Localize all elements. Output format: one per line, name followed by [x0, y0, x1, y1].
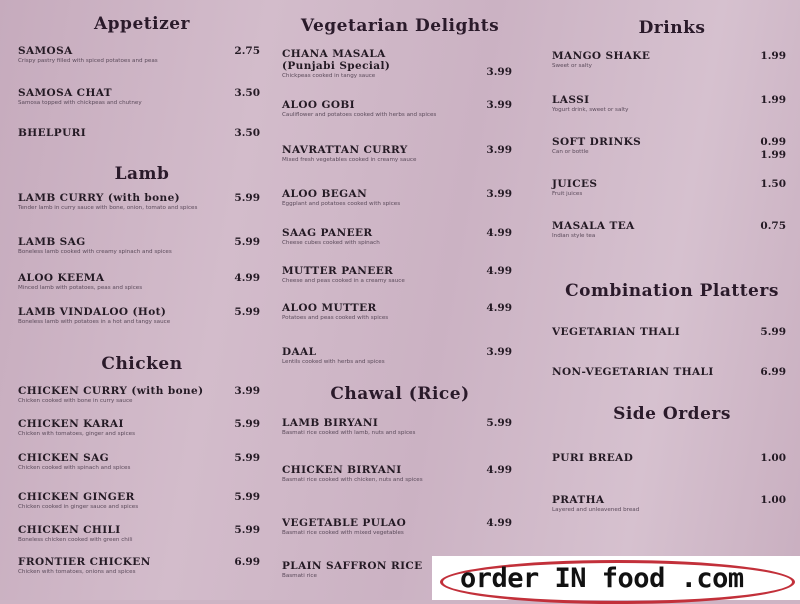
- menu-item: [18, 524, 266, 543]
- item-description: Basmati rice cooked with mixed vegetables: [282, 530, 404, 536]
- item-price: 0.99: [760, 136, 786, 148]
- menu-item: [282, 346, 518, 365]
- menu-item: [18, 452, 266, 471]
- item-name: CHICKEN BIRYANI: [282, 464, 402, 476]
- section-title-drinks: Drinks: [638, 18, 706, 38]
- section-title-lamb: Lamb: [114, 164, 170, 184]
- item-price: 5.99: [486, 417, 512, 429]
- item-price: 3.50: [234, 127, 260, 139]
- item-price: 3.99: [486, 66, 512, 78]
- item-description: Potatoes and peas cooked with spices: [282, 315, 389, 321]
- item-price: 5.99: [234, 418, 260, 430]
- item-name: LASSI: [552, 94, 590, 106]
- menu-item: [18, 418, 266, 437]
- orderinfood-logo-text: order IN food .com: [460, 563, 744, 594]
- item-description: Sweet or salty: [552, 63, 592, 69]
- menu-item: [552, 50, 792, 69]
- menu-item: [552, 494, 792, 513]
- item-price: 1.50: [760, 178, 786, 190]
- item-name: NAVRATTAN CURRY: [282, 144, 408, 156]
- menu-item: [18, 192, 266, 211]
- item-description: Boneless chicken cooked with green chili: [18, 537, 133, 543]
- item-description: Chicken with tomatoes, ginger and spices: [18, 431, 136, 437]
- item-description: Layered and unleavened bread: [552, 507, 640, 513]
- item-description: Minced lamb with potatoes, peas and spices: [18, 285, 143, 291]
- item-name: SAMOSA: [18, 45, 73, 57]
- item-price: 3.99: [486, 346, 512, 358]
- section-title-side: Side Orders: [613, 404, 731, 424]
- menu-item: [282, 265, 518, 284]
- item-price: 1.99: [760, 94, 786, 106]
- menu-item: [18, 306, 266, 325]
- item-name: CHANA MASALA: [282, 48, 386, 60]
- item-name: CHICKEN GINGER: [18, 491, 135, 503]
- menu-item: [282, 464, 518, 483]
- menu-item: [18, 127, 266, 139]
- item-name: DAAL: [282, 346, 317, 358]
- item-price: 3.99: [486, 144, 512, 156]
- menu-item: [552, 94, 792, 113]
- item-description: Chicken cooked in ginger sauce and spices: [18, 504, 139, 510]
- item-price-alt: 1.99: [760, 149, 786, 161]
- item-name: FRONTIER CHICKEN: [18, 556, 151, 568]
- item-name: VEGETARIAN THALI: [552, 326, 681, 338]
- item-price: 1.99: [760, 50, 786, 62]
- item-name: SAMOSA CHAT: [18, 87, 112, 99]
- item-description: Cheese and peas cooked in a creamy sauce: [282, 278, 405, 284]
- menu-item: [18, 236, 266, 255]
- menu-item: [282, 99, 518, 118]
- item-description: Chicken cooked with bone in curry sauce: [18, 398, 133, 404]
- item-description: Basmati rice cooked with lamb, nuts and spices: [282, 430, 416, 436]
- section-title-chicken: Chicken: [101, 354, 183, 374]
- item-price: 5.99: [234, 491, 260, 503]
- item-price: 3.99: [486, 99, 512, 111]
- menu-item: [282, 417, 518, 436]
- item-name: MUTTER PANEER: [282, 265, 394, 277]
- menu-item: [18, 272, 266, 291]
- item-name: SOFT DRINKS: [552, 136, 642, 148]
- item-name: PURI BREAD: [552, 452, 634, 464]
- menu-item: [552, 366, 792, 378]
- item-name: LAMB VINDALOO (Hot): [18, 306, 167, 318]
- item-description: Boneless lamb cooked with creamy spinach and spices: [18, 249, 172, 255]
- menu-item: [552, 220, 792, 239]
- item-name: CHICKEN CURRY (with bone): [18, 385, 204, 397]
- item-name: LAMB SAG: [18, 236, 86, 248]
- item-price: 0.75: [760, 220, 786, 232]
- item-price: 5.99: [234, 524, 260, 536]
- item-description: Mixed fresh vegetables cooked in creamy sauce: [282, 157, 417, 163]
- item-name: VEGETABLE PULAO: [282, 517, 407, 529]
- section-title-vegetarian: Vegetarian Delights: [300, 16, 500, 36]
- menu-item: [552, 136, 792, 161]
- item-description: Chickpeas cooked in tangy sauce: [282, 73, 376, 79]
- item-description: Can or bottle: [552, 149, 589, 155]
- item-description: Basmati rice cooked with chicken, nuts and spices: [282, 477, 423, 483]
- menu-item: [18, 491, 266, 510]
- item-description: Basmati rice: [282, 573, 317, 579]
- menu-item: [282, 302, 518, 321]
- item-name: PRATHA: [552, 494, 605, 506]
- item-name: BHELPURI: [18, 127, 87, 139]
- item-price: 1.00: [760, 452, 786, 464]
- item-price: 4.99: [486, 517, 512, 529]
- item-description: Chicken with tomatoes, onions and spices: [18, 569, 136, 575]
- menu-item: [18, 87, 266, 106]
- item-price: 3.99: [234, 385, 260, 397]
- item-name: SAAG PANEER: [282, 227, 373, 239]
- menu-item: [282, 48, 518, 79]
- item-name: LAMB CURRY (with bone): [18, 192, 181, 204]
- item-name: ALOO KEEMA: [18, 272, 105, 284]
- menu-item: [18, 556, 266, 575]
- item-description: Chicken cooked with spinach and spices: [18, 465, 131, 471]
- menu-item: [552, 326, 792, 338]
- item-description: Cauliflower and potatoes cooked with herbs and spices: [282, 112, 437, 118]
- item-price: 4.99: [486, 464, 512, 476]
- item-name: CHICKEN SAG: [18, 452, 110, 464]
- menu-item: [282, 144, 518, 163]
- item-name: ALOO BEGAN: [282, 188, 368, 200]
- item-name: CHICKEN KARAI: [18, 418, 124, 430]
- item-name: JUICES: [552, 178, 598, 190]
- item-description: Crispy pastry filled with spiced potatoes and peas: [18, 58, 158, 64]
- menu-item: [282, 227, 518, 246]
- item-price: 3.50: [234, 87, 260, 99]
- item-price: 4.99: [486, 302, 512, 314]
- item-price: 1.00: [760, 494, 786, 506]
- menu-item: [282, 517, 518, 536]
- item-name: MASALA TEA: [552, 220, 635, 232]
- item-description: Yogurt drink, sweet or salty: [552, 107, 629, 113]
- item-description: Eggplant and potatoes cooked with spices: [282, 201, 401, 207]
- menu-item: [552, 452, 792, 464]
- item-price: 5.99: [234, 236, 260, 248]
- item-name: LAMB BIRYANI: [282, 417, 379, 429]
- item-price: 5.99: [760, 326, 786, 338]
- item-price: 4.99: [486, 265, 512, 277]
- item-description: Samosa topped with chickpeas and chutney: [18, 100, 142, 106]
- item-name: ALOO GOBI: [282, 99, 355, 111]
- item-price: 2.75: [234, 45, 260, 57]
- item-name: CHICKEN CHILI: [18, 524, 121, 536]
- item-price: 5.99: [234, 192, 260, 204]
- item-description: Cheese cubes cooked with spinach: [282, 240, 380, 246]
- menu-item: [282, 188, 518, 207]
- menu-item: [18, 385, 266, 404]
- item-subname: (Punjabi Special): [282, 60, 391, 72]
- item-name: MANGO SHAKE: [552, 50, 651, 62]
- item-description: Fruit juices: [552, 191, 583, 197]
- item-price: 6.99: [760, 366, 786, 378]
- item-name: PLAIN SAFFRON RICE: [282, 560, 423, 572]
- item-price: 5.99: [234, 306, 260, 318]
- item-name: NON-VEGETARIAN THALI: [552, 366, 714, 378]
- item-price: 4.99: [486, 227, 512, 239]
- item-description: Lentils cooked with herbs and spices: [282, 359, 385, 365]
- item-description: Tender lamb in curry sauce with bone, onion, tomato and spices: [18, 205, 198, 211]
- section-title-chawal: Chawal (Rice): [330, 384, 470, 404]
- menu-item: [552, 178, 792, 197]
- item-description: Indian style tea: [552, 233, 596, 239]
- orderinfood-banner: [432, 556, 800, 600]
- section-title-combo: Combination Platters: [565, 281, 779, 301]
- item-description: Boneless lamb with potatoes in a hot and tangy sauce: [18, 319, 171, 325]
- item-price: 3.99: [486, 188, 512, 200]
- item-price: 4.99: [234, 272, 260, 284]
- menu-item: [18, 45, 266, 64]
- section-title-appetizer: Appetizer: [93, 14, 191, 34]
- item-name: ALOO MUTTER: [282, 302, 377, 314]
- item-price: 6.99: [234, 556, 260, 568]
- item-price: 5.99: [234, 452, 260, 464]
